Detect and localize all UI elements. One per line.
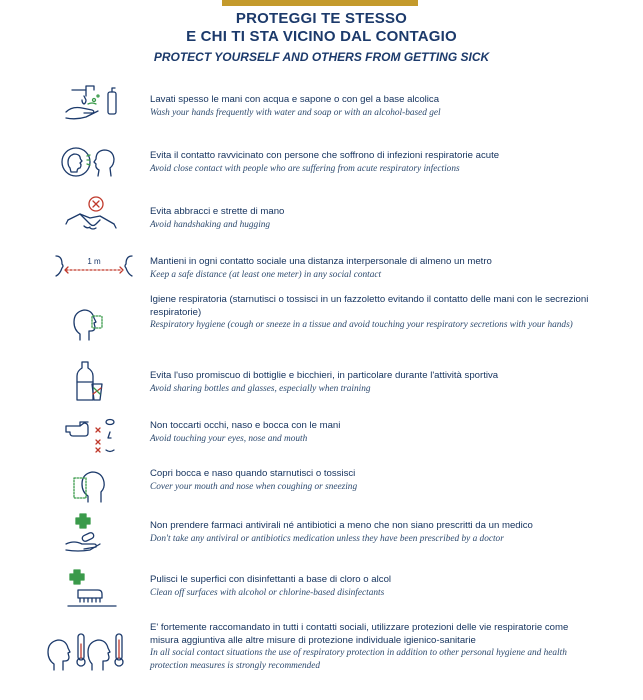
rule-text-it: Lavati spesso le mani con acqua e sapone o con gel a base alcolica (150, 94, 440, 105)
rule-text-en: Cover your mouth and nose when coughing or sneezing (150, 481, 358, 492)
sneeze-tissue-icon (58, 300, 130, 344)
rule-text-en: Respiratory hygiene (cough or sneeze in a tissue and avoid touching your respiratory secretions with your hands) (150, 320, 573, 330)
rule-text-it: Evita il contatto ravvicinato con persone che soffrono di infezioni respiratorie acute (150, 150, 500, 161)
rule-text-it: Non prendere farmaci antivirali né antibiotici a meno che non siano prescritti da un medico (150, 520, 533, 531)
rule-text-en: Avoid sharing bottles and glasses, especially when training (150, 383, 371, 394)
rule-text-en: Don't take any antiviral or antibiotics medication unless they have been prescribed by a doctor (150, 533, 504, 544)
page-title (0, 10, 643, 46)
handwashing-icon (58, 82, 130, 126)
rule-text-en: In all social contact situations the use of respiratory protection in addition to other personal hygiene and health protection measures is strongly recommended (150, 648, 567, 671)
no-handshake-icon (58, 194, 130, 238)
no-touch-face-icon (58, 412, 130, 456)
respiratory-protection-icon (44, 628, 136, 672)
rule-text-en: Avoid touching your eyes, nose and mouth (150, 433, 308, 444)
rule-text-en: Wash your hands frequently with water and soap or with an alcohol-based gel (150, 107, 441, 118)
distance-icon (50, 246, 138, 290)
rule-text-it: Evita l'uso promiscuo di bottiglie e bicchieri, in particolare durante l'attività sportiva (150, 370, 499, 381)
rule-text-it: Pulisci le superfici con disinfettanti a base di cloro o alcol (150, 574, 392, 585)
close-contact-icon (58, 140, 130, 184)
title-line-2: E CHI TI STA VICINO DAL CONTAGIO (186, 28, 457, 45)
rule-text-en: Clean off surfaces with alcohol or chlorine-based disinfectants (150, 587, 385, 598)
cover-mouth-icon (58, 460, 130, 504)
bottle-glass-icon (58, 360, 130, 404)
rule-text-it: E' fortemente raccomandato in tutti i contatti sociali, utilizzare protezioni delle vie respiratorie come misura aggiuntiva alle altre misure di protezione individuale igienico-sanitarie (150, 622, 569, 646)
rule-text-it: Non toccarti occhi, naso e bocca con le mani (150, 420, 341, 431)
title-line-1: PROTEGGI TE STESSO (235, 10, 408, 27)
rule-text-en: Keep a safe distance (at least one meter) in any social contact (150, 269, 382, 280)
top-accent-bar (222, 0, 418, 6)
page-subtitle: PROTECT YOURSELF AND OTHERS FROM GETTING SICK (153, 50, 490, 64)
rule-text-it: Evita abbracci e strette di mano (150, 206, 285, 217)
rule-text-en: Avoid handshaking and hugging (150, 219, 271, 230)
distance-label: 1 m (87, 257, 101, 266)
rule-text-it: Igiene respiratoria (starnutisci o tossisci in un fazzoletto evitando il contatto delle mani con le secrezioni respiratorie) (150, 294, 589, 318)
page-header (0, 10, 643, 64)
disinfect-surface-icon (58, 566, 130, 610)
rule-text-en: Avoid close contact with people who are suffering from acute respiratory infections (150, 163, 460, 174)
rule-text-it: Copri bocca e naso quando starnutisci o tossisci (150, 468, 356, 479)
medicine-icon (58, 510, 130, 554)
rule-text-it: Mantieni in ogni contatto sociale una distanza interpersonale di almeno un metro (150, 256, 492, 267)
